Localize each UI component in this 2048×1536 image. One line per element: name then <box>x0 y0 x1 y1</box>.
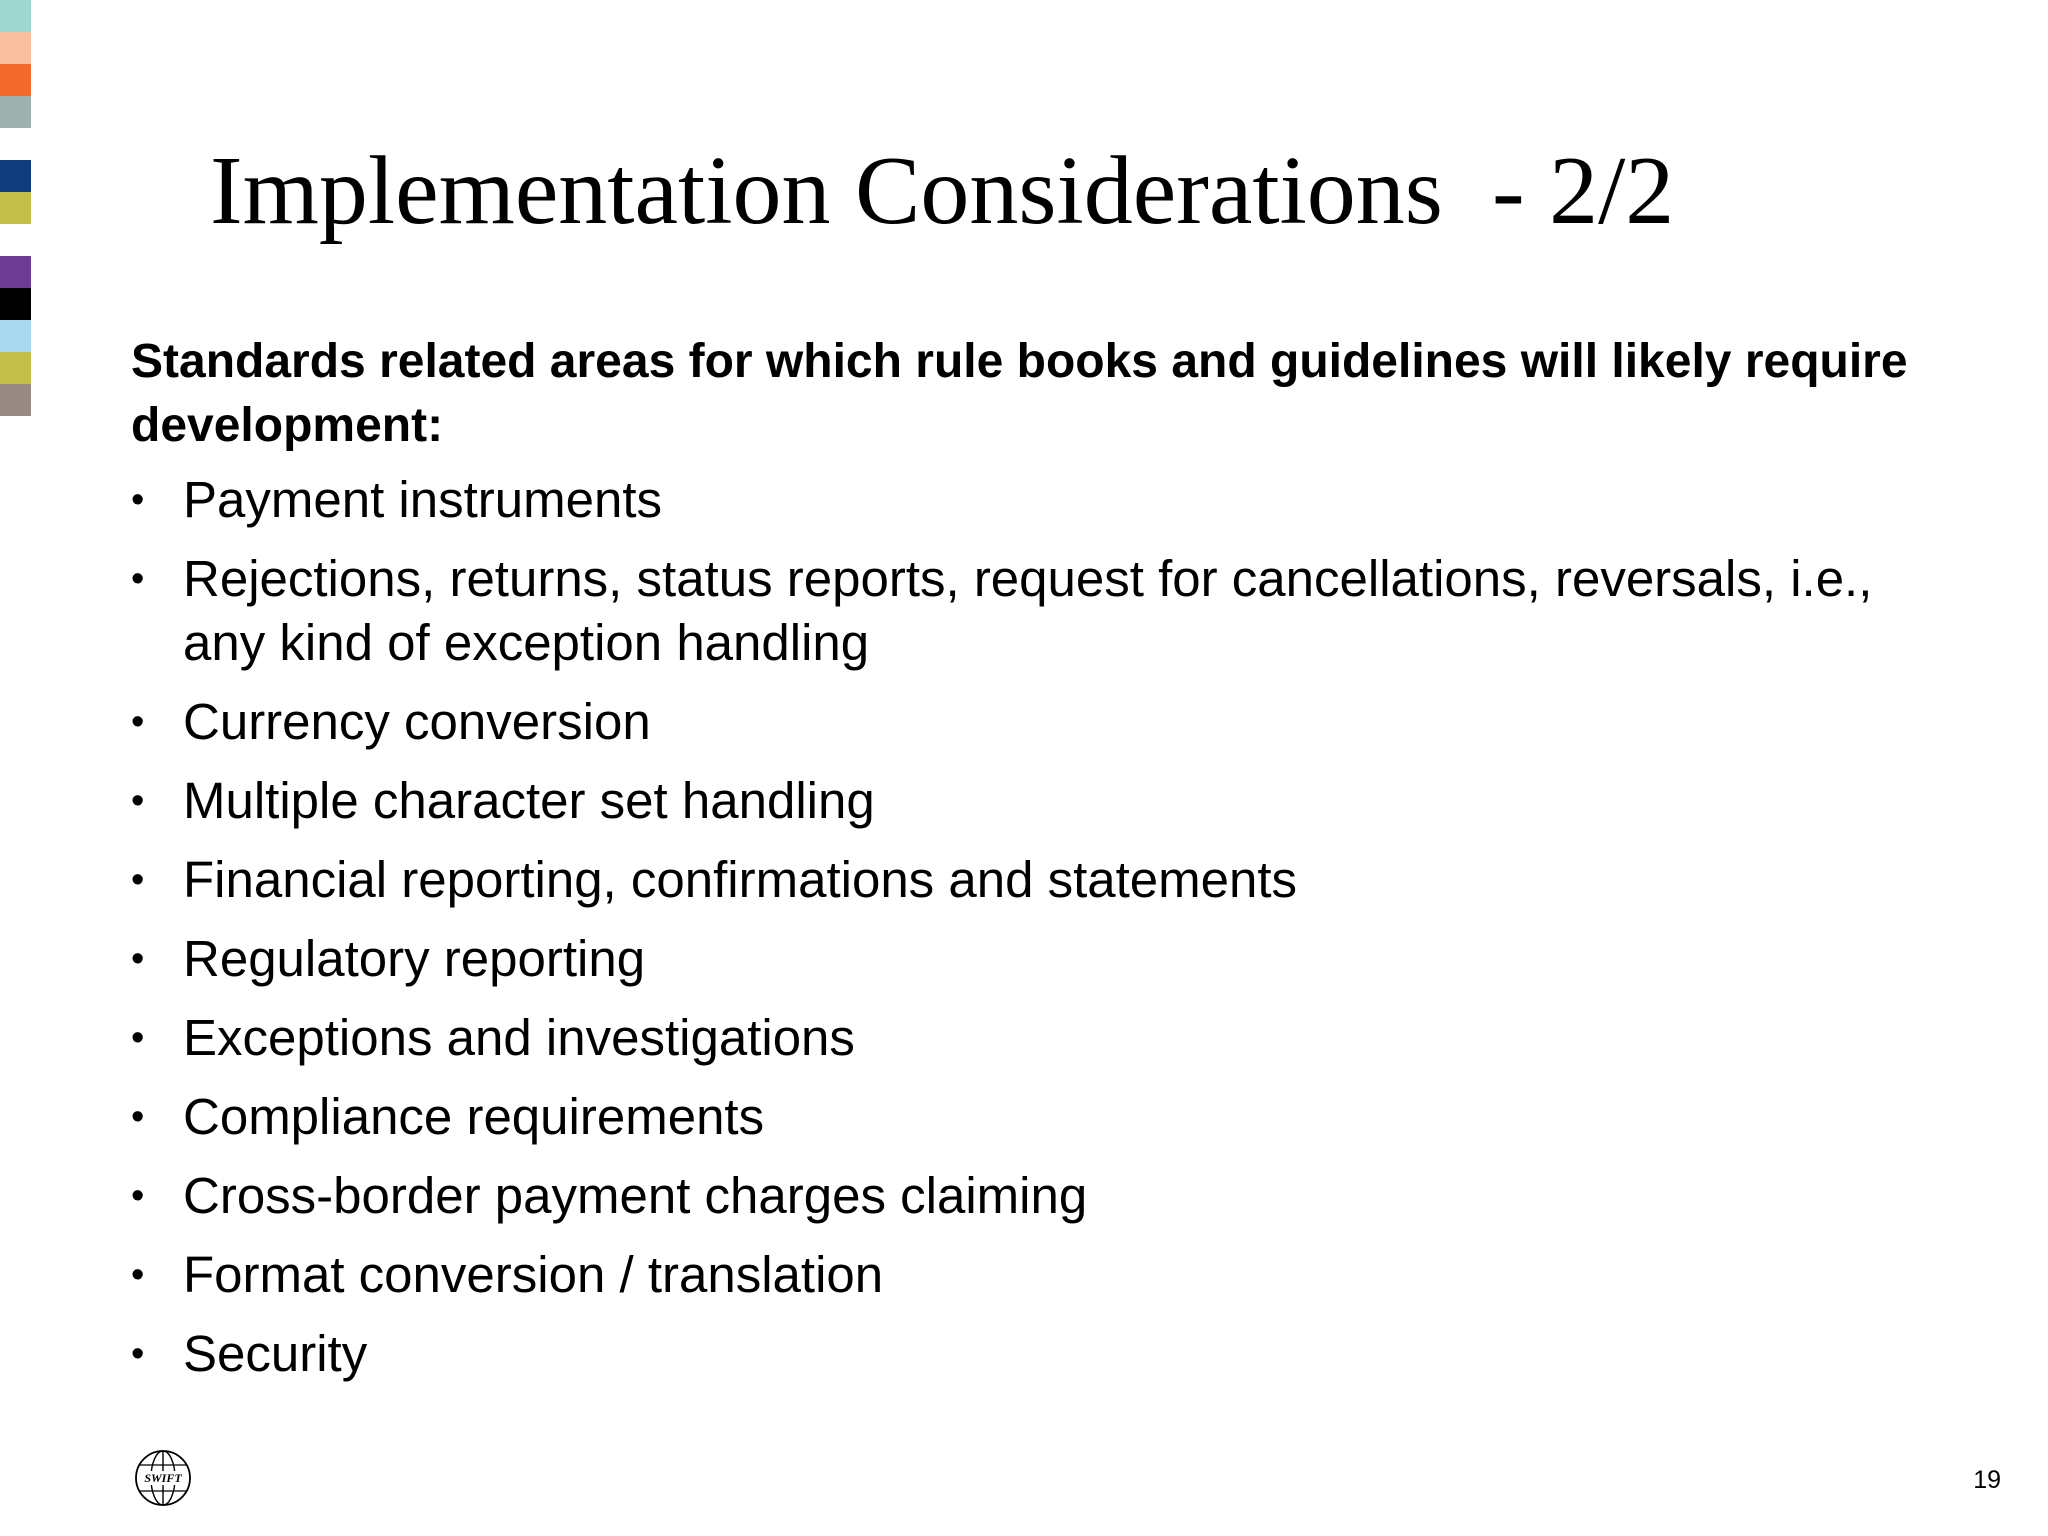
list-item-text: Currency conversion <box>183 693 651 750</box>
list-item <box>131 1243 1961 1307</box>
bullet-list <box>131 468 1961 1401</box>
color-swatch <box>0 160 31 192</box>
list-item-text: Security <box>183 1325 368 1382</box>
list-item-text: Payment instruments <box>183 471 663 528</box>
list-item-text: Cross-border payment charges claiming <box>183 1167 1088 1224</box>
list-item-text: Financial reporting, confirmations and statements <box>183 851 1298 908</box>
intro-text: Standards related areas for which rule books and guidelines will likely require development: <box>131 335 1908 452</box>
bullet-icon: • <box>131 1254 145 1296</box>
color-swatch <box>0 288 31 320</box>
list-item <box>131 1006 1961 1070</box>
color-swatch <box>0 224 31 256</box>
swift-globe-icon <box>133 1448 193 1508</box>
bullet-icon: • <box>131 1333 145 1375</box>
list-item <box>131 1164 1961 1228</box>
bullet-icon: • <box>131 780 145 822</box>
color-swatch <box>0 320 31 352</box>
list-item-text: Exceptions and investigations <box>183 1009 855 1066</box>
list-item <box>131 690 1961 754</box>
list-item-text: Multiple character set handling <box>183 772 875 829</box>
color-swatch <box>0 352 31 384</box>
color-swatch <box>0 64 31 96</box>
list-item-text: Format conversion / translation <box>183 1246 884 1303</box>
bullet-icon: • <box>131 1096 145 1138</box>
list-item <box>131 927 1961 991</box>
list-item <box>131 1322 1961 1386</box>
color-swatch <box>0 256 31 288</box>
bullet-icon: • <box>131 701 145 743</box>
list-item <box>131 468 1961 532</box>
list-item-text: Regulatory reporting <box>183 930 646 987</box>
logo-text: SWIFT <box>144 1471 182 1485</box>
page-number: 19 <box>1973 1466 2001 1494</box>
color-swatch <box>0 0 31 32</box>
color-swatch <box>0 96 31 128</box>
color-swatch <box>0 384 31 416</box>
bullet-icon: • <box>131 1017 145 1059</box>
color-swatch <box>0 192 31 224</box>
slide-title: Implementation Considerations - 2/2 <box>210 137 1675 245</box>
bullet-icon: • <box>131 479 145 521</box>
list-item <box>131 769 1961 833</box>
color-swatch <box>0 32 31 64</box>
list-item <box>131 547 1961 675</box>
bullet-icon: • <box>131 859 145 901</box>
bullet-icon: • <box>131 1175 145 1217</box>
decorative-color-strip <box>0 0 31 416</box>
list-item-text: Compliance requirements <box>183 1088 765 1145</box>
list-item <box>131 848 1961 912</box>
list-item-text: Rejections, returns, status reports, request for cancellations, reversals, i.e., any kind of exception handling <box>183 550 1873 671</box>
bullet-icon: • <box>131 938 145 980</box>
bullet-icon: • <box>131 558 145 600</box>
list-item <box>131 1085 1961 1149</box>
color-swatch <box>0 128 31 160</box>
